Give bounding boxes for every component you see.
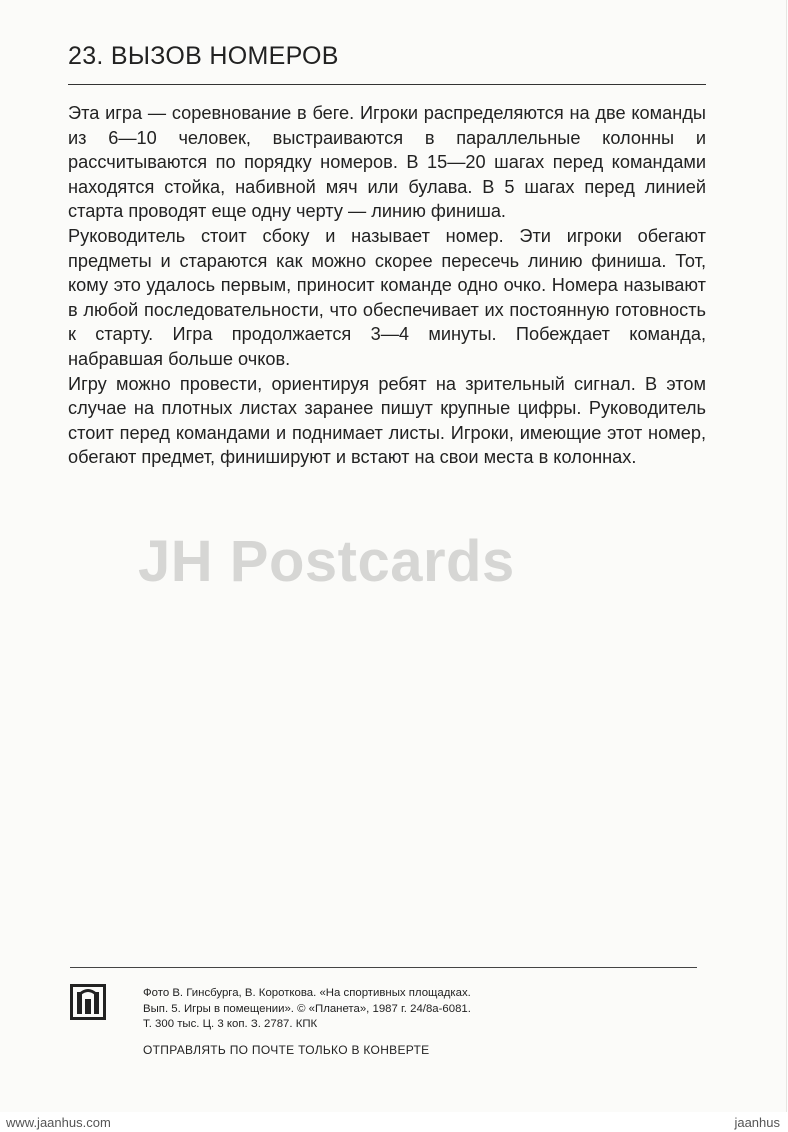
paragraph-play: Руководитель стоит сбоку и называет номер. Эти игроки обегают предметы и стараются как можно скорее пересечь линию финиша. Тот, кому это удалось первым, приносит команде одно очко. Номера называют в любой последовательности, что обеспечивает их постоянную готовность к старту. Игра продолжается 3—4 минуты. Побеждает команда, набравшая больше очков.	[68, 225, 706, 369]
publication-credits	[143, 986, 471, 1033]
planeta-publisher-logo-icon	[70, 984, 106, 1020]
page-title: 23. ВЫЗОВ НОМЕРОВ	[68, 42, 339, 70]
footer-site-link[interactable]: www.jaanhus.com	[6, 1115, 111, 1130]
credits-line-1: Фото В. Гинсбурга, В. Короткова. «На спортивных площадках.	[143, 987, 471, 999]
title-divider	[68, 84, 706, 85]
footer-strip	[0, 1112, 788, 1132]
game-description	[68, 101, 706, 470]
footer-brand: jaanhus	[734, 1115, 780, 1130]
paragraph-variant: Игру можно провести, ориентируя ребят на зрительный сигнал. В этом случае на плотных листах заранее пишут крупные цифры. Руководитель стоит перед командами и поднимает листы. Игроки, имеющие этот номер, обегают предмет, финишируют и встают на свои места в колоннах.	[68, 373, 706, 468]
credits-divider	[70, 967, 697, 968]
watermark: JH Postcards	[138, 529, 515, 594]
credits-line-3: Т. 300 тыс. Ц. 3 коп. З. 2787. КПК	[143, 1018, 318, 1030]
paragraph-rules: Эта игра — соревнование в беге. Игроки распределяются на две команды из 6—10 человек, выстраиваются в параллельные колонны и рассчитываются по порядку номеров. В 15—20 шагах перед командами находятся стойка, набивной мяч или булава. В 5 шагах перед линией старта проводят еще одну черту — линию финиша.	[68, 103, 706, 222]
mail-instruction: ОТПРАВЛЯТЬ ПО ПОЧТЕ ТОЛЬКО В КОНВЕРТЕ	[143, 1043, 430, 1057]
credits-line-2: Вып. 5. Игры в помещении». © «Планета», 1987 г. 24/8а-6081.	[143, 1002, 471, 1015]
